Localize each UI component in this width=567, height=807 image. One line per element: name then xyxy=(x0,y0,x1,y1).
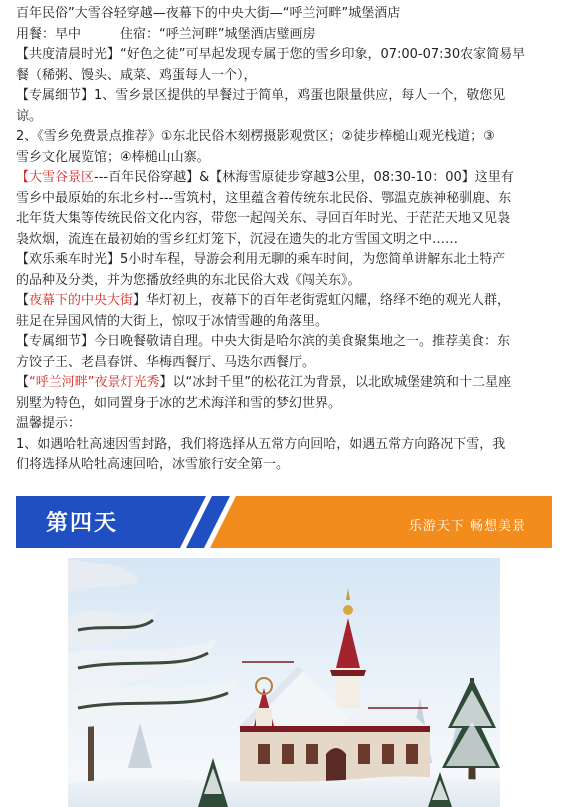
body-text: 雪乡中最原始的东北乡村---雪筑村，这里蕴含着传统东北民俗、鄂温克族神秘驯鹿、东 xyxy=(16,190,512,206)
text-line xyxy=(16,230,551,251)
banner-slogan: 乐游天下 畅想美景 xyxy=(408,519,526,534)
text-line xyxy=(16,127,551,148)
highlight-text: “呼兰河畔”夜景灯光秀 xyxy=(29,375,160,390)
body-text: 北年货大集等传统民俗文化内容，带您一起闯关东、寻回百年时光、于茫茫天地又见袅 xyxy=(16,211,511,226)
day-title: 第四天 xyxy=(46,511,119,536)
text-line xyxy=(16,25,551,46)
body-text: 谅。 xyxy=(16,108,43,124)
text-line xyxy=(16,168,551,189)
text-line xyxy=(16,291,551,312)
body-text: 用餐：早中 住宿：“呼兰河畔”城堡酒店璧画房 xyxy=(16,26,316,42)
text-line xyxy=(16,189,551,210)
body-text: 百年民俗”大雪谷轻穿越—夜幕下的中央大街—“呼兰河畔”城堡酒店 xyxy=(16,6,401,21)
body-text: 【 xyxy=(16,293,30,308)
highlight-text: 【大雪谷景区 xyxy=(16,170,95,185)
body-text: 2、《雪乡免费景点推荐》①东北民俗木刻楞摄影观赏区；②徒步棒槌山观光栈道；③ xyxy=(16,129,495,144)
body-text: 驻足在异国风情的大街上，惊叹于冰情雪趣的角落里。 xyxy=(16,313,329,329)
text-line xyxy=(16,414,551,435)
body-text: 】以“冰封千里”的松花江为背景，以北欧城堡建筑和十二星座 xyxy=(159,375,511,390)
text-line xyxy=(16,148,551,169)
body-text: ---百年民俗穿越】&【林海雪原徒步穿越3公里，08:30-10：00】这里有 xyxy=(94,170,514,185)
text-line xyxy=(16,66,551,87)
text-line xyxy=(16,332,551,353)
body-text: 【共度清晨时光】“好色之徒”可早起发现专属于您的雪乡印象，07:00-07:30农家简易早 xyxy=(16,47,526,62)
castle-hotel-photo xyxy=(68,558,500,807)
body-text: 】华灯初上，夜幕下的百年老街霓虹闪耀，络绎不绝的观光人群， xyxy=(133,293,511,308)
text-line xyxy=(16,209,551,230)
body-text: 别墅为特色，如同置身于冰的艺术海洋和雪的梦幻世界。 xyxy=(16,395,342,411)
body-text: 1、如遇哈牡高速因雪封路，我们将选择从五常方向回哈，如遇五常方向路况下雪，我 xyxy=(16,436,506,452)
text-line xyxy=(16,271,551,292)
day-banner xyxy=(16,496,552,548)
text-line xyxy=(16,455,551,476)
body-text: 餐（稀粥、馒头、咸菜、鸡蛋每人一个）， xyxy=(16,67,257,83)
text-line xyxy=(16,353,551,374)
text-line xyxy=(16,394,551,415)
body-text: 【欢乐乘车时光】5小时车程，导游会利用无聊的乘车时间，为您简单讲解东北土特产 xyxy=(16,252,506,267)
body-text: 的品种及分类，并为您播放经典的东北民俗大戏《闯关东》。 xyxy=(16,272,361,288)
body-text: 袅炊烟，流连在最初始的雪乡红灯笼下，沉浸在遗失的北方雪国文明之中…… xyxy=(16,231,459,247)
text-line xyxy=(16,250,551,271)
text-line xyxy=(16,373,551,394)
body-text: 方饺子王、老昌春饼、华梅西餐厅、马迭尔西餐厅。 xyxy=(16,354,316,370)
body-text: 【专属细节】今日晚餐敬请自理。中央大街是哈尔滨的美食聚集地之一。推荐美食：东 xyxy=(16,334,511,349)
body-text: 【专属细节】1、雪乡景区提供的早餐过于简单，鸡蛋也限量供应，每人一个，敬您见 xyxy=(16,88,506,103)
text-line xyxy=(16,107,551,128)
text-line xyxy=(16,4,551,25)
body-text: 雪乡文化展览馆；④棒槌山山寨。 xyxy=(16,149,210,165)
text-line xyxy=(16,312,551,333)
body-text: 温馨提示： xyxy=(16,416,82,431)
body-text: 【 xyxy=(16,375,30,390)
text-line xyxy=(16,86,551,107)
body-text: 们将选择从哈牡高速回哈，冰雪旅行安全第一。 xyxy=(16,457,290,472)
highlight-text: 夜幕下的中央大街 xyxy=(29,293,134,308)
text-line xyxy=(16,45,551,66)
text-line xyxy=(16,435,551,456)
